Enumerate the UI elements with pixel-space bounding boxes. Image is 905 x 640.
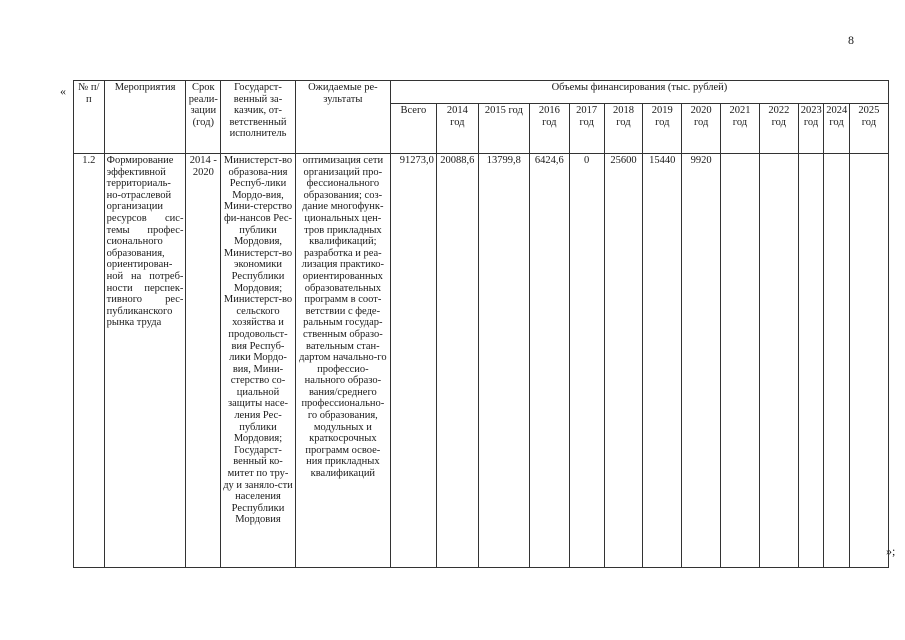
value-2023 bbox=[798, 154, 824, 568]
row-number: 1.2 bbox=[74, 154, 105, 568]
value-2022 bbox=[759, 154, 798, 568]
header-customer: Государст-венный за-казчик, от-ветственный исполнитель bbox=[221, 81, 296, 154]
header-year-2016: 2016 год bbox=[529, 104, 569, 154]
header-year-2023: 2023 год bbox=[798, 104, 824, 154]
value-total: 91273,0 bbox=[390, 154, 436, 568]
table-header-row-1 bbox=[74, 81, 889, 104]
value-2016: 6424,6 bbox=[529, 154, 569, 568]
value-2024 bbox=[824, 154, 850, 568]
value-2019: 15440 bbox=[643, 154, 682, 568]
header-year-2021: 2021 год bbox=[721, 104, 760, 154]
row-results: оптимизация сети организаций про-фессионального образования; соз-дание многофунк-циональных цен-тров прикладных квалификаций; разработка и реа-лизация практико-ориентированных образовательных программ в соот-ветствии с феде-ральным государ-ственным образо-вательным стан-дартом начально-го профессио-нального образо-вания/среднего профессионально-го образования, модульных и краткосрочных программ освое-ния прикладных квалификаций bbox=[295, 154, 390, 568]
value-2021 bbox=[721, 154, 760, 568]
header-year-2018: 2018 год bbox=[604, 104, 643, 154]
page-number: 8 bbox=[848, 33, 854, 47]
header-year-2015: 2015 год bbox=[478, 104, 529, 154]
header-year-2024: 2024 год bbox=[824, 104, 850, 154]
value-2020: 9920 bbox=[682, 154, 721, 568]
header-results: Ожидаемые ре-зультаты bbox=[295, 81, 390, 154]
table-row bbox=[74, 154, 889, 568]
header-year-2025: 2025 год bbox=[849, 104, 888, 154]
value-2014: 20088,6 bbox=[436, 154, 478, 568]
financing-table bbox=[73, 80, 889, 568]
header-number: № п/п bbox=[74, 81, 105, 154]
header-event: Мероприятия bbox=[104, 81, 186, 154]
header-year-2022: 2022 год bbox=[759, 104, 798, 154]
value-2018: 25600 bbox=[604, 154, 643, 568]
row-term: 2014 - 2020 bbox=[186, 154, 221, 568]
value-2017: 0 bbox=[569, 154, 604, 568]
header-year-2017: 2017 год bbox=[569, 104, 604, 154]
closing-quote-mark: »; bbox=[886, 544, 896, 558]
header-funding-group: Объемы финансирования (тыс. рублей) bbox=[390, 81, 888, 104]
row-customer: Министерст-во образова-ния Респуб-лики Мордо-вия, Мини-стерство фи-нансов Рес-публики Мордовия, Министерст-во экономики Республики Мордовия; Министерст-во сельского хозяйства и продовольст-вия Респуб-лики Мордо-вия, Мини-стерство со-циальной защиты насе-ления Рес-публики Мордовия; Государст-венный ко-митет по тру-ду и заняло-сти населения Республики Мордовия bbox=[221, 154, 296, 568]
header-term: Срок реали-зации (год) bbox=[186, 81, 221, 154]
value-2015: 13799,8 bbox=[478, 154, 529, 568]
opening-quote-mark: « bbox=[60, 84, 66, 98]
value-2025 bbox=[849, 154, 888, 568]
header-year-2019: 2019 год bbox=[643, 104, 682, 154]
row-event: Формирование эффективной территориаль-но-отраслевой организации ресурсов сис-темы профес-сионального образования, ориентирован-ной на потреб-ности перспек-тивного рес-публиканского рынка труда bbox=[104, 154, 186, 568]
header-year-2014: 2014 год bbox=[436, 104, 478, 154]
header-year-total: Всего bbox=[390, 104, 436, 154]
header-year-2020: 2020 год bbox=[682, 104, 721, 154]
